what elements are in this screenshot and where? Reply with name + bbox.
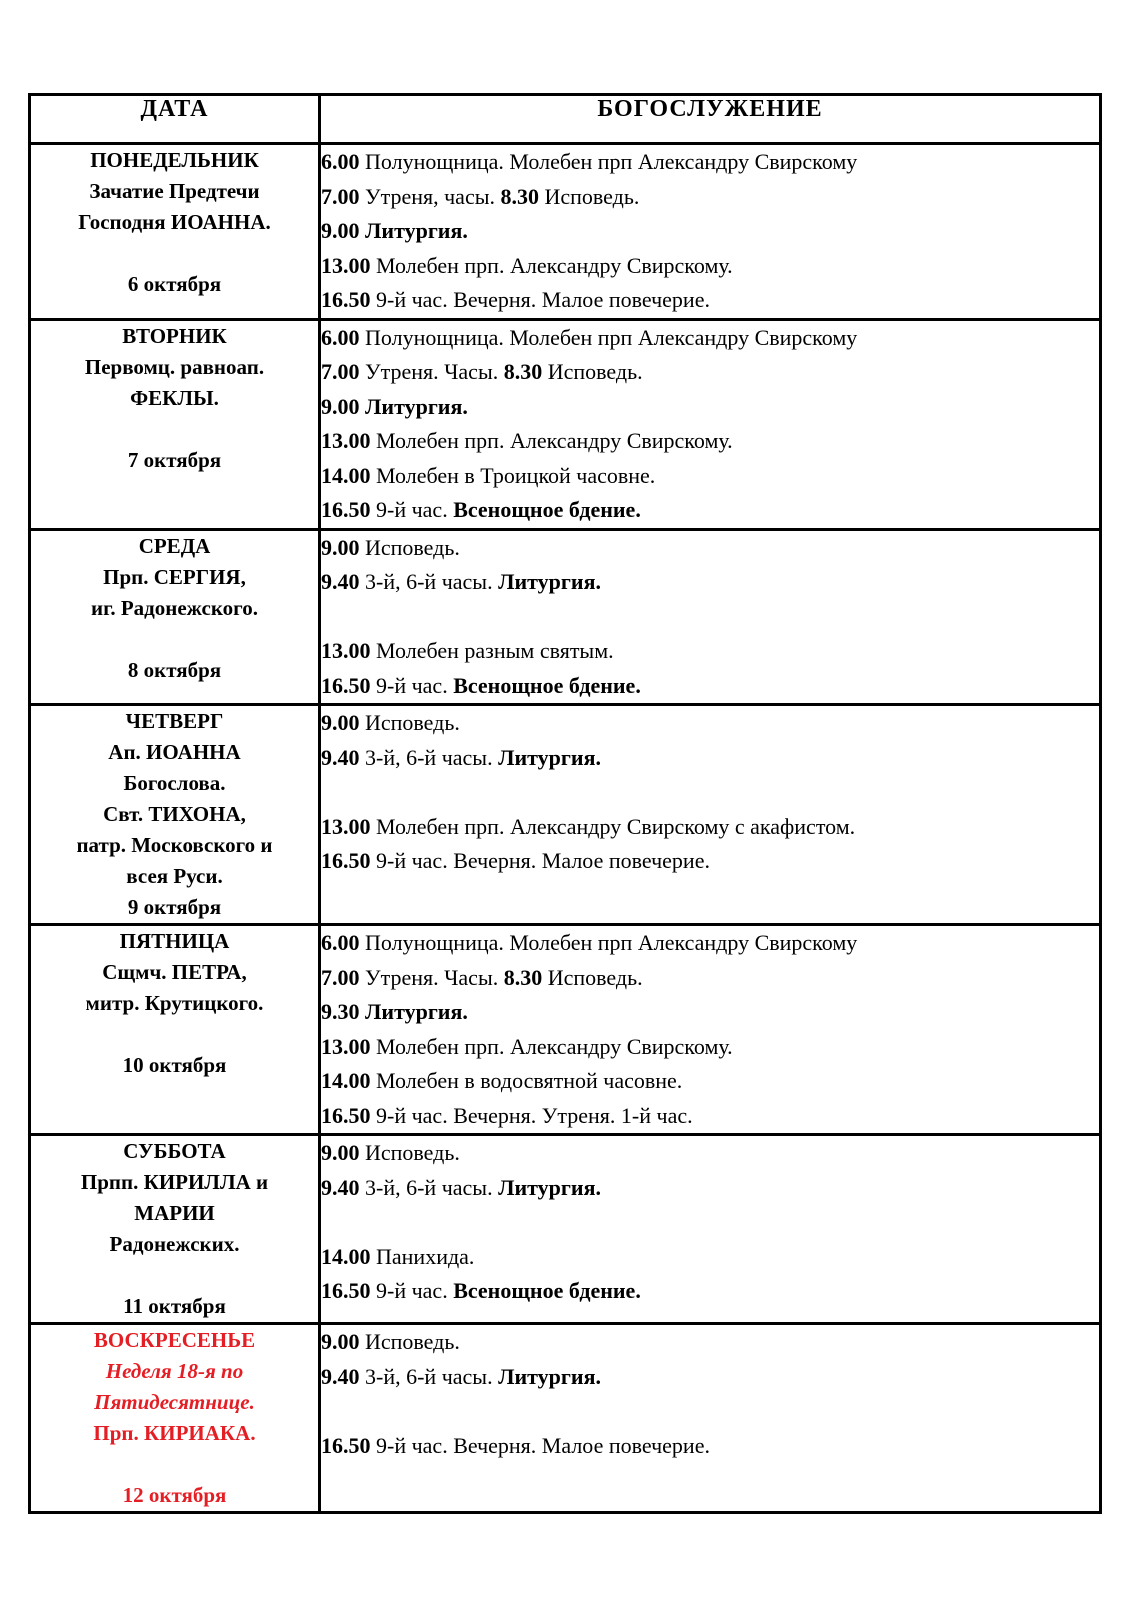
service-text: Молебен прп. Александру Свирскому. (370, 1033, 733, 1059)
date-line: Первомц. равноап. (84, 354, 265, 379)
date-cell-monday (30, 144, 320, 320)
service-time-or-emphasis: 9.00 Литургия. (321, 218, 468, 243)
date-line: иг. Радонежского. (91, 595, 258, 620)
service-line (321, 249, 1099, 284)
date-line: ПЯТНИЦА (119, 929, 230, 953)
service-text: 9-й час. Вечерня. Малое повечерие. (370, 1432, 710, 1458)
date-line: 11 октября (123, 1294, 226, 1318)
service-line (321, 355, 1099, 390)
service-time-or-emphasis: 8.30 (503, 359, 543, 384)
service-text: Молебен прп. Александру Свирскому. (370, 428, 733, 453)
service-time-or-emphasis: Литургия. (498, 1174, 601, 1200)
date-line: 7 октября (127, 447, 222, 472)
date-line: всея Руси. (126, 864, 223, 888)
service-line (321, 995, 1099, 1030)
date-line: Прпп. КИРИЛЛА и (80, 1170, 269, 1194)
service-text: 3-й, 6-й часы. (359, 744, 499, 770)
date-cell-wednesday (30, 529, 320, 705)
service-text: Исповедь. (359, 1329, 460, 1354)
service-line (321, 1030, 1099, 1065)
service-time-or-emphasis: 7.00 (321, 964, 360, 990)
service-line (321, 600, 1099, 635)
service-line (321, 424, 1099, 459)
service-time-or-emphasis: 9.00 (321, 1329, 360, 1354)
date-line: Ап. ИОАННА (108, 740, 241, 764)
service-line (321, 1136, 1099, 1171)
service-line (321, 926, 1099, 961)
date-line: Зачатие Предтечи (89, 179, 260, 203)
service-text: Полунощница. Молебен прп Александру Свирскому (359, 324, 858, 350)
service-text: Утреня. Часы. (359, 964, 504, 990)
table-row-thursday (30, 705, 1101, 925)
service-line (321, 810, 1099, 845)
service-line (321, 1394, 1099, 1429)
date-line: Радонежских. (109, 1232, 240, 1256)
service-time-or-emphasis: 14.00 (321, 1068, 371, 1093)
service-text: Исповедь. (359, 710, 460, 735)
service-line (321, 1205, 1099, 1240)
service-time-or-emphasis: 9.40 (321, 1174, 360, 1200)
service-time-or-emphasis: 16.50 (321, 1102, 371, 1128)
date-line: ВОСКРЕСЕНЬЕ (93, 1328, 256, 1352)
service-text: Исповедь. (359, 534, 460, 560)
date-line: СРЕДА (138, 533, 211, 558)
service-text: 9-й час. (370, 1278, 454, 1303)
service-time-or-emphasis: 14.00 (321, 462, 371, 488)
service-time-or-emphasis: 16.50 (321, 497, 371, 522)
service-time-or-emphasis: 9.30 Литургия. (321, 999, 468, 1024)
service-time-or-emphasis: Литургия. (498, 1363, 601, 1389)
service-line (321, 1099, 1099, 1134)
service-line (321, 283, 1099, 318)
schedule-rows (30, 144, 1101, 1513)
service-line (321, 775, 1099, 810)
service-time-or-emphasis: 13.00 (321, 252, 371, 278)
service-line (321, 1274, 1099, 1309)
service-cell-friday (320, 925, 1101, 1135)
service-text: Исповедь. (542, 964, 643, 990)
service-line (321, 459, 1099, 494)
service-time-or-emphasis: 13.00 (321, 638, 371, 663)
header-service: БОГОСЛУЖЕНИЕ (320, 95, 1101, 144)
service-time-or-emphasis: 16.50 (321, 848, 371, 873)
service-time-or-emphasis: 6.00 (321, 324, 360, 350)
date-line (31, 1019, 318, 1050)
service-time-or-emphasis: 9.40 (321, 744, 360, 770)
service-time-or-emphasis: 13.00 (321, 428, 371, 453)
service-time-or-emphasis: Всенощное бдение. (453, 497, 641, 522)
service-time-or-emphasis: 8.30 (500, 183, 539, 209)
date-line: Господня ИОАННА. (78, 210, 271, 234)
header-row (30, 95, 1101, 144)
service-text: Исповедь. (539, 183, 640, 209)
date-line: Сщмч. ПЕТРА, (102, 960, 247, 984)
service-line (321, 321, 1099, 356)
date-line: 6 октября (127, 272, 222, 296)
service-text: 9-й час. (370, 672, 454, 698)
service-text: 3-й, 6-й часы. (359, 1363, 499, 1389)
service-line (321, 961, 1099, 996)
date-cell-sunday (30, 1324, 320, 1513)
service-text: Утреня. Часы. (359, 359, 504, 384)
service-time-or-emphasis: 16.50 (321, 1432, 371, 1458)
table-row-tuesday (30, 319, 1101, 529)
service-cell-monday (320, 144, 1101, 320)
date-line (31, 1260, 318, 1291)
service-line (321, 145, 1099, 180)
service-cell-sunday (320, 1324, 1101, 1513)
service-line (321, 1171, 1099, 1206)
service-line (321, 180, 1099, 215)
service-schedule-table (28, 93, 1102, 1514)
table-row-monday (30, 144, 1101, 320)
date-line: 12 октября (122, 1483, 227, 1507)
service-cell-wednesday (320, 529, 1101, 705)
service-line (321, 706, 1099, 741)
service-line (321, 844, 1099, 879)
service-text: Полунощница. Молебен прп Александру Свирскому (359, 149, 858, 174)
service-text: Утреня, часы. (359, 183, 501, 209)
date-line (31, 414, 318, 445)
service-time-or-emphasis: 13.00 (321, 813, 371, 839)
date-line: ВТОРНИК (122, 323, 227, 348)
service-time-or-emphasis: 9.00 Литургия. (321, 393, 468, 419)
date-cell-friday (30, 925, 320, 1135)
service-time-or-emphasis: 9.40 (321, 1363, 360, 1389)
date-line: ЧЕТВЕРГ (125, 709, 224, 733)
service-cell-saturday (320, 1135, 1101, 1324)
service-text: Панихида. (370, 1243, 475, 1269)
service-line (321, 493, 1099, 528)
service-time-or-emphasis: 8.30 (503, 964, 543, 990)
service-time-or-emphasis: 7.00 (321, 359, 360, 384)
service-line (321, 1240, 1099, 1275)
header-date: ДАТА (30, 95, 320, 144)
service-cell-thursday (320, 705, 1101, 925)
service-line (321, 214, 1099, 249)
table-row-saturday (30, 1135, 1101, 1324)
service-time-or-emphasis: 6.00 (321, 930, 360, 955)
service-text: Молебен прп. Александру Свирскому с акафистом. (370, 813, 856, 839)
date-line: СУББОТА (123, 1139, 226, 1163)
service-time-or-emphasis: Всенощное бдение. (453, 672, 641, 698)
table-row-friday (30, 925, 1101, 1135)
date-line (31, 1449, 318, 1480)
service-time-or-emphasis: 6.00 (321, 149, 360, 174)
date-line: Прп. КИРИАКА. (93, 1421, 256, 1445)
date-line: 9 октября (127, 895, 222, 919)
service-line (321, 531, 1099, 566)
date-line: Пятидесятнице. (94, 1390, 255, 1414)
date-line: патр. Московского и (76, 833, 273, 857)
service-time-or-emphasis: 9.00 (321, 534, 360, 560)
service-time-or-emphasis: 7.00 (321, 183, 360, 209)
service-time-or-emphasis: Литургия. (498, 744, 601, 770)
service-line (321, 390, 1099, 425)
service-text: 9-й час. Вечерня. Малое повечерие. (370, 287, 710, 312)
date-line: Неделя 18-я по (105, 1359, 244, 1383)
service-time-or-emphasis: Литургия. (498, 569, 601, 594)
date-line: 10 октября (122, 1053, 227, 1077)
service-time-or-emphasis: 13.00 (321, 1033, 371, 1059)
service-line (321, 741, 1099, 776)
date-line (31, 238, 318, 269)
service-text: Молебен разным святым. (370, 638, 614, 663)
date-line: Прп. СЕРГИЯ, (103, 564, 246, 589)
date-cell-thursday (30, 705, 320, 925)
date-line: митр. Крутицкого. (85, 991, 264, 1015)
service-line (321, 1325, 1099, 1360)
service-time-or-emphasis: 16.50 (321, 287, 371, 312)
date-cell-saturday (30, 1135, 320, 1324)
service-time-or-emphasis: 9.00 (321, 1140, 360, 1165)
service-text: 3-й, 6-й часы. (359, 1174, 499, 1200)
table-row-sunday (30, 1324, 1101, 1513)
service-cell-tuesday (320, 319, 1101, 529)
service-text: 9-й час. Вечерня. Утреня. 1-й час. (370, 1102, 693, 1128)
date-line: ПОНЕДЕЛЬНИК (90, 148, 259, 172)
date-line: МАРИИ (134, 1201, 215, 1225)
service-time-or-emphasis: 16.50 (321, 1278, 371, 1303)
service-text: 9-й час. Вечерня. Малое повечерие. (370, 848, 710, 873)
service-text: Молебен в Троицкой часовне. (370, 462, 656, 488)
service-time-or-emphasis: Всенощное бдение. (453, 1278, 641, 1303)
service-line (321, 1064, 1099, 1099)
date-cell-tuesday (30, 319, 320, 529)
service-line (321, 1429, 1099, 1464)
service-text: Исповедь. (359, 1140, 460, 1165)
service-line (321, 1360, 1099, 1395)
service-time-or-emphasis: 9.40 (321, 569, 360, 594)
service-text: Исповедь. (542, 359, 643, 384)
service-line (321, 565, 1099, 600)
service-text: Полунощница. Молебен прп Александру Свирскому (359, 930, 858, 955)
date-line: Свт. ТИХОНА, (103, 802, 246, 826)
table-row-wednesday (30, 529, 1101, 705)
table-header (30, 95, 1101, 144)
service-text: Молебен в водосвятной часовне. (370, 1068, 683, 1093)
service-line (321, 669, 1099, 704)
date-line: ФЕКЛЫ. (130, 385, 219, 410)
service-text: 9-й час. (370, 497, 454, 522)
service-text: Молебен прп. Александру Свирскому. (370, 252, 733, 278)
service-text: 3-й, 6-й часы. (359, 569, 499, 594)
date-line: 8 октября (127, 657, 222, 682)
date-line (31, 624, 318, 655)
service-time-or-emphasis: 9.00 (321, 710, 360, 735)
service-time-or-emphasis: 14.00 (321, 1243, 371, 1269)
date-line: Богослова. (123, 771, 226, 795)
service-time-or-emphasis: 16.50 (321, 672, 371, 698)
service-line (321, 634, 1099, 669)
